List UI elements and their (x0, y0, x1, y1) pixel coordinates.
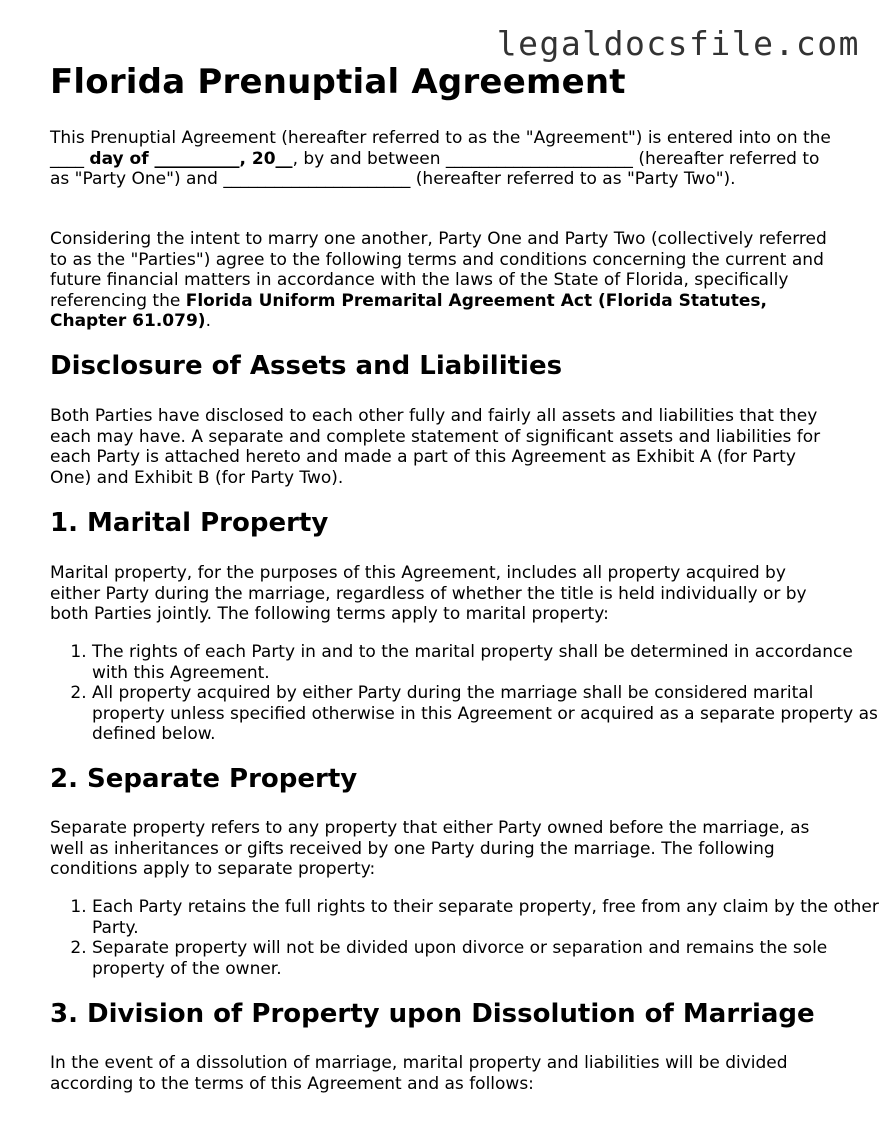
marital-property-list (50, 642, 882, 745)
watermark: legaldocsfile.com (496, 24, 860, 63)
intro-text-2: , by and between ______________________ (hereafter referred to as "Party One") and ______________________ (hereafter referred to as "Party Two"). (50, 148, 820, 190)
separate-property-list (50, 897, 882, 979)
division-paragraph: In the event of a dissolution of marriage, marital property and liabilities will be divided according to the terms of this Agreement and as follows: (50, 1053, 788, 1094)
page-title: Florida Prenuptial Agreement (50, 62, 626, 102)
intro-text-1: This Prenuptial Agreement (hereafter referred to as the "Agreement") is entered into on the ____ (50, 128, 831, 169)
intent-text-2: . (205, 311, 211, 332)
marital-property-paragraph: Marital property, for the purposes of this Agreement, includes all property acquired by either Party during the marriage, regardless of whether the title is held individually or by both Parties jointly. The following terms apply to marital property: (50, 563, 807, 625)
disclosure-paragraph: Both Parties have disclosed to each other fully and fairly all assets and liabilities that they each may have. A separate and complete statement of significant assets and liabilities for each Party is attached hereto and made a part of this Agreement as Exhibit A (for Party One) and Exhibit B (for Party Two). (50, 406, 821, 488)
list-item: 1. Each Party retains the full rights to their separate property, free from any claim by the other Party. (92, 897, 882, 938)
list-item: 2. All property acquired by either Party during the marriage shall be considered marital property unless specified otherwise in this Agreement or acquired as a separate property as defined below. (92, 683, 882, 745)
marital-property-heading: 1. Marital Property (50, 508, 329, 538)
intent-text-1: Considering the intent to marry one another, Party One and Party Two (collectively referred to as the "Parties") agree to the following terms and conditions concerning the current and future financial matters in accordance with the laws of the State of Florida, specifically referencing the (50, 229, 827, 311)
list-item: 1. The rights of each Party in and to the marital property shall be determined in accordance with this Agreement. (92, 642, 882, 683)
intro-date-blank: day of __________, 20__ (89, 148, 293, 169)
disclosure-heading: Disclosure of Assets and Liabilities (50, 351, 563, 381)
statute-reference: Florida Uniform Premarital Agreement Act (Florida Statutes, Chapter 61.079) (50, 290, 767, 332)
separate-property-heading: 2. Separate Property (50, 764, 358, 794)
separate-property-paragraph: Separate property refers to any property that either Party owned before the marriage, as well as inheritances or gifts received by one Party during the marriage. The following conditions apply to separate property: (50, 818, 810, 880)
intro-paragraph (50, 128, 840, 190)
division-heading: 3. Division of Property upon Dissolution of Marriage (50, 999, 815, 1029)
list-item: 2. Separate property will not be divided upon divorce or separation and remains the sole property of the owner. (92, 938, 882, 979)
intent-paragraph (50, 229, 840, 332)
